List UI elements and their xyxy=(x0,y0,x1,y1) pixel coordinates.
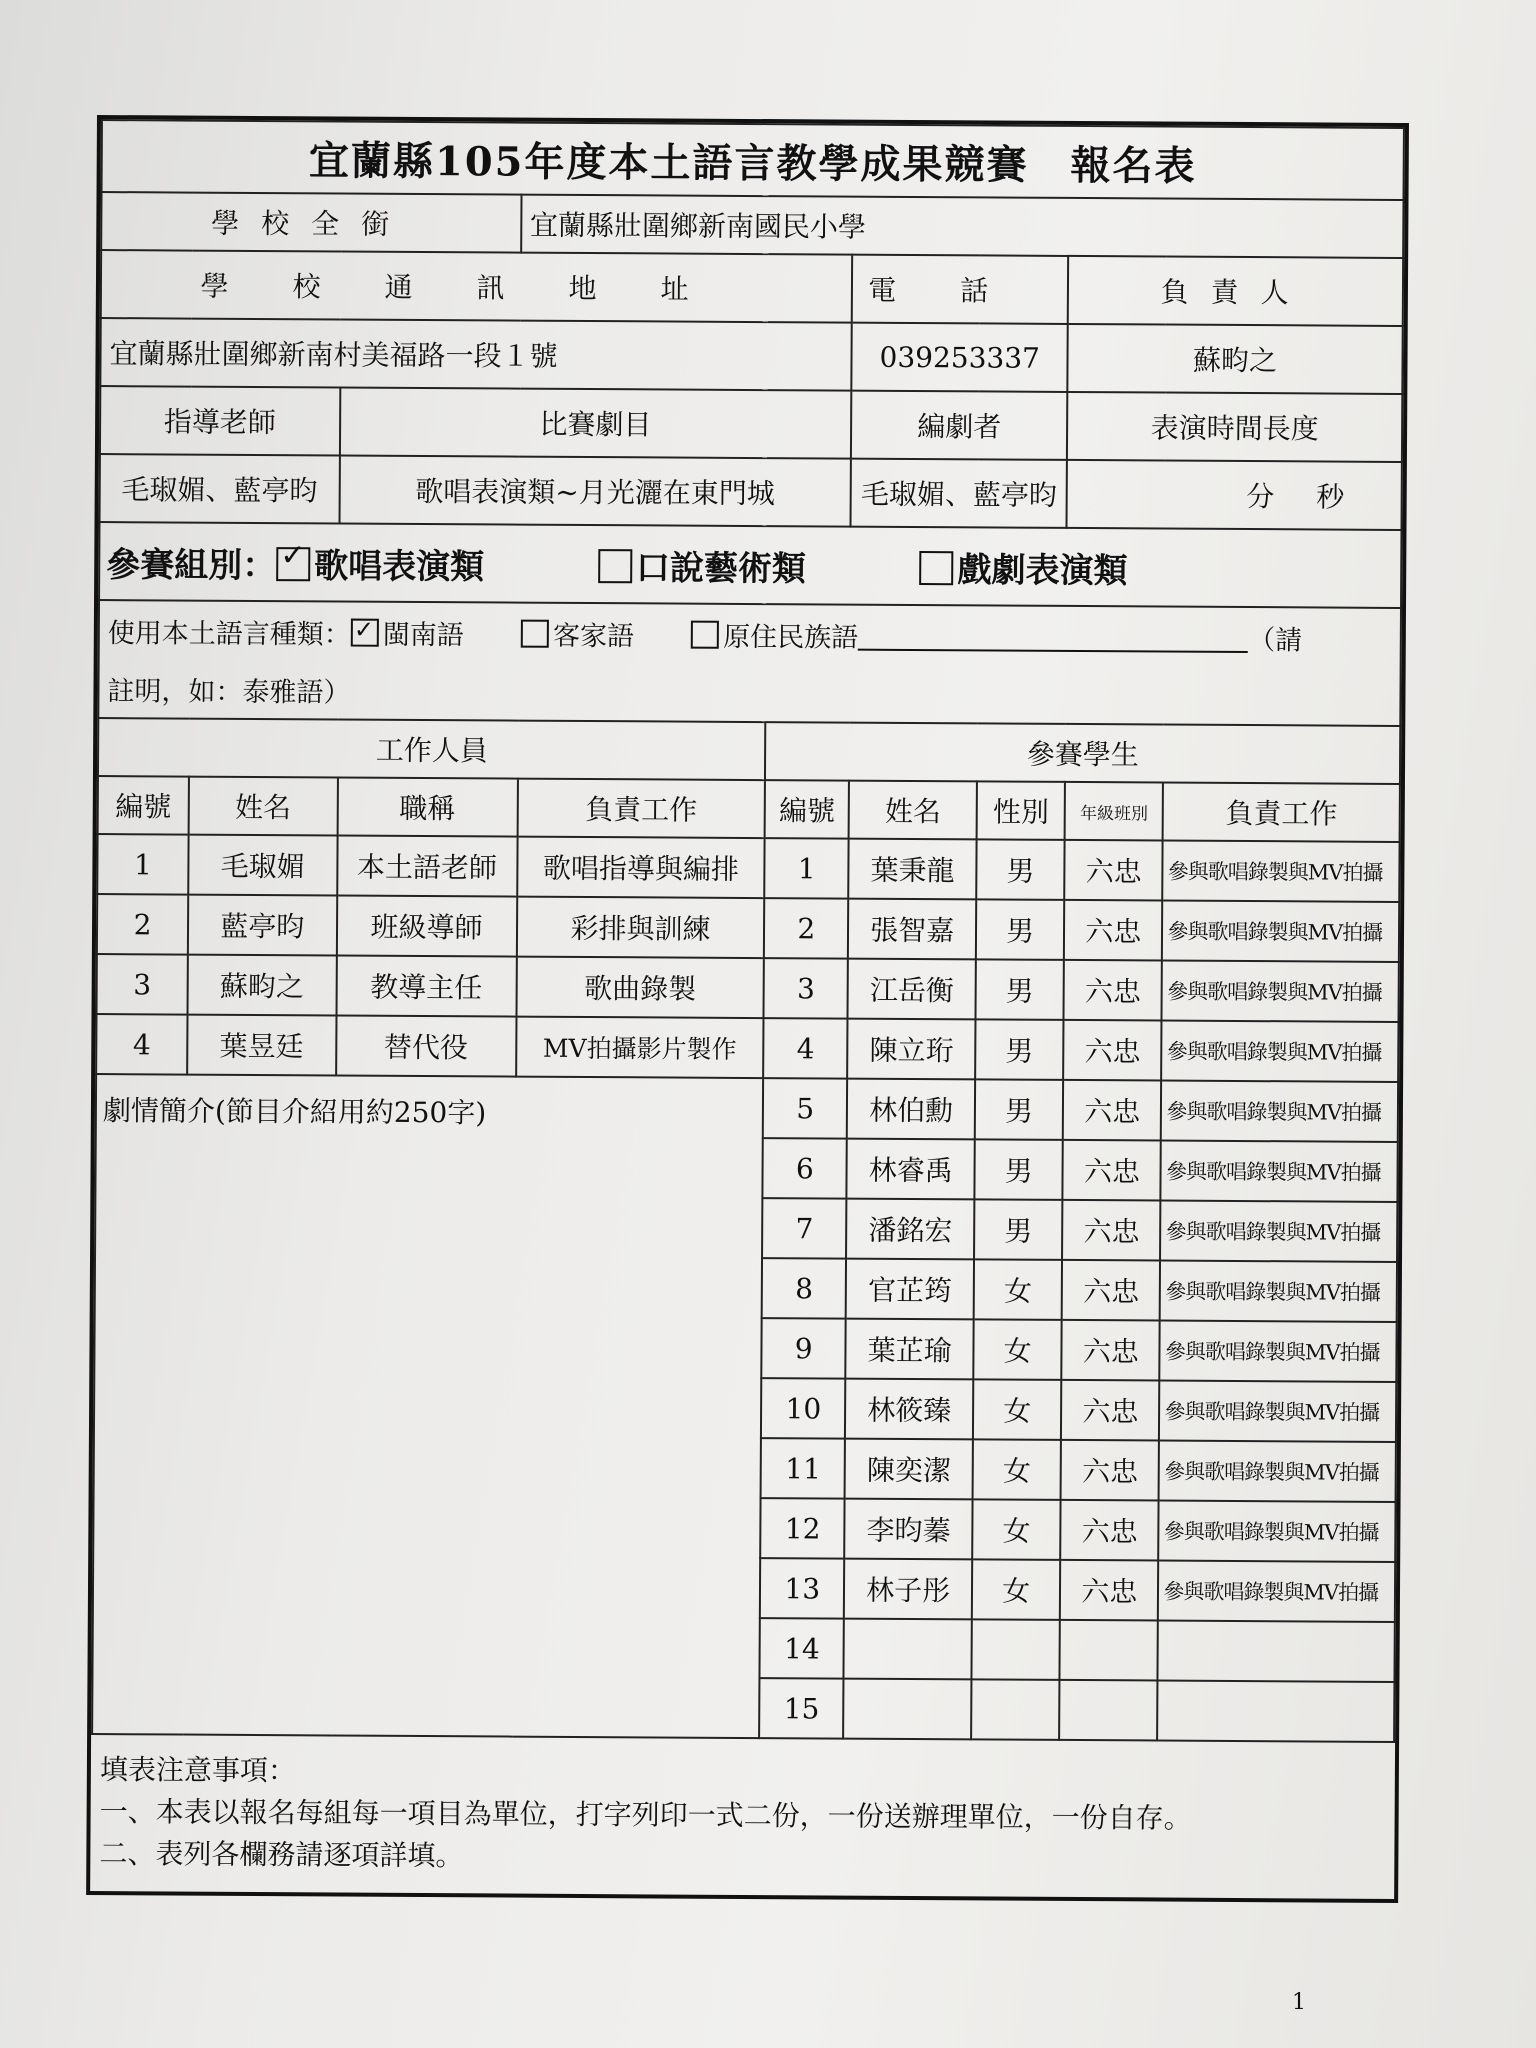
form-table xyxy=(90,119,1405,1897)
staff-duty: 歌唱指導與編排 xyxy=(517,837,765,899)
school-name: 宜蘭縣壯圍鄉新南國民小學 xyxy=(521,195,1404,258)
student-duty: 參與歌唱錄製與MV拍攝 xyxy=(1162,901,1399,962)
student-no: 7 xyxy=(762,1198,846,1259)
indigenous-language-input[interactable] xyxy=(858,622,1248,652)
student-name: 林伯勳 xyxy=(847,1079,975,1140)
student-gender: 男 xyxy=(975,1139,1063,1200)
student-name: 葉芷瑜 xyxy=(846,1319,974,1380)
person-value: 蘇畇之 xyxy=(1068,324,1403,394)
staff-name: 蘇畇之 xyxy=(188,955,337,1016)
student-name: 林睿禹 xyxy=(847,1139,975,1200)
writer-label: 編劇者 xyxy=(851,391,1067,460)
checkbox-indigenous[interactable] xyxy=(691,620,719,648)
student-no: 9 xyxy=(762,1318,846,1379)
group-selection xyxy=(99,522,1401,608)
student-name: 陳立珩 xyxy=(847,1019,975,1080)
staff-section-title: 工作人員 xyxy=(98,718,766,780)
minutes-unit: 分 xyxy=(1246,480,1275,514)
student-gender[interactable] xyxy=(972,1619,1060,1680)
student-name: 張智嘉 xyxy=(848,899,976,960)
student-no: 1 xyxy=(765,838,849,899)
checkbox-oral-arts[interactable] xyxy=(598,549,632,583)
student-class: 六忠 xyxy=(1063,1080,1162,1141)
notes-section xyxy=(91,1734,1394,1897)
student-class: 六忠 xyxy=(1061,1440,1160,1501)
page-number: 1 xyxy=(1292,1990,1306,2015)
person-label: 負責人 xyxy=(1068,256,1403,326)
program-title-label: 比賽劇目 xyxy=(339,387,851,458)
time-label: 表演時間長度 xyxy=(1067,392,1402,462)
table-row xyxy=(96,1014,1398,1082)
student-no: 14 xyxy=(760,1618,844,1679)
student-duty: 參與歌唱錄製與MV拍攝 xyxy=(1162,961,1399,1022)
student-header-gender: 性別 xyxy=(977,781,1065,840)
student-duty: 參與歌唱錄製與MV拍攝 xyxy=(1160,1201,1397,1262)
student-class: 六忠 xyxy=(1063,1140,1162,1201)
staff-header-name: 姓名 xyxy=(189,777,338,836)
student-duty: 參與歌唱錄製與MV拍攝 xyxy=(1161,1081,1398,1142)
student-header-no: 編號 xyxy=(765,780,849,839)
group-label: 參賽組別： xyxy=(106,544,277,586)
staff-name: 藍亭昀 xyxy=(188,895,337,956)
student-no: 15 xyxy=(759,1678,843,1739)
registration-form xyxy=(86,115,1409,1903)
student-duty: 參與歌唱錄製與MV拍攝 xyxy=(1162,1021,1399,1082)
checkbox-minnan[interactable] xyxy=(351,615,379,646)
student-name: 官芷筠 xyxy=(846,1259,974,1320)
form-title: 宜蘭縣105年度本土語言教學成果競賽 報名表 xyxy=(102,120,1404,200)
staff-duty: 歌曲錄製 xyxy=(516,957,764,1019)
student-duty: 參與歌唱錄製與MV拍攝 xyxy=(1160,1261,1397,1322)
student-class: 六忠 xyxy=(1062,1260,1161,1321)
student-header-class: 年級班別 xyxy=(1065,782,1164,841)
staff-no: 1 xyxy=(97,834,188,895)
teacher-value: 毛琡媚、藍亭昀 xyxy=(100,454,340,523)
staff-title: 班級導師 xyxy=(336,895,517,956)
student-duty: 參與歌唱錄製與MV拍攝 xyxy=(1158,1561,1395,1622)
phone-value: 039253337 xyxy=(852,323,1068,392)
staff-header-title: 職稱 xyxy=(337,777,517,836)
synopsis-area[interactable] xyxy=(92,1074,763,1738)
group-option-singing: 歌唱表演類 xyxy=(314,545,485,587)
checkbox-singing[interactable] xyxy=(276,537,310,581)
student-gender: 男 xyxy=(975,1079,1063,1140)
language-option-hakka: 客家語 xyxy=(552,620,635,652)
student-no: 5 xyxy=(763,1078,847,1139)
phone-label: 電話 xyxy=(852,255,1068,324)
school-label: 學校全銜 xyxy=(101,192,521,253)
address-label: 學校通訊地址 xyxy=(101,250,853,323)
staff-title: 本土語老師 xyxy=(337,835,518,896)
student-name: 李昀蓁 xyxy=(844,1499,972,1560)
student-class: 六忠 xyxy=(1061,1320,1160,1381)
note-item-2: 二、表列各欄務請逐項詳填。 xyxy=(99,1837,464,1873)
language-option-indigenous: 原住民族語 xyxy=(723,621,859,654)
student-gender: 男 xyxy=(976,959,1064,1020)
student-class[interactable] xyxy=(1060,1620,1159,1681)
student-no: 4 xyxy=(763,1018,847,1079)
student-name: 潘銘宏 xyxy=(846,1199,974,1260)
student-gender: 男 xyxy=(976,839,1064,900)
staff-header-no: 編號 xyxy=(98,776,189,835)
student-duty: 參與歌唱錄製與MV拍攝 xyxy=(1159,1381,1396,1442)
student-no: 3 xyxy=(764,958,848,1019)
language-selection xyxy=(99,600,1401,667)
notes-heading: 填表注意事項： xyxy=(99,1753,297,1788)
student-name: 陳奕潔 xyxy=(845,1439,973,1500)
students-section-title: 參賽學生 xyxy=(765,722,1400,784)
student-gender: 男 xyxy=(974,1199,1062,1260)
program-title-value: 歌唱表演類~月光灑在東門城 xyxy=(339,455,851,526)
staff-no: 2 xyxy=(97,894,188,955)
student-gender: 男 xyxy=(975,1019,1063,1080)
student-no: 6 xyxy=(763,1138,847,1199)
student-class: 六忠 xyxy=(1061,1380,1160,1441)
checkbox-hakka[interactable] xyxy=(521,619,549,647)
table-row xyxy=(96,1074,1398,1142)
language-note-open: （請 xyxy=(1248,624,1303,656)
seconds-unit: 秒 xyxy=(1316,480,1345,514)
table-row xyxy=(97,954,1399,1022)
writer-value: 毛琡媚、藍亭昀 xyxy=(851,459,1067,528)
synopsis-label: 劇情簡介(節目介紹用約250字) xyxy=(102,1094,487,1130)
student-class[interactable] xyxy=(1059,1680,1158,1741)
check-icon: ✓ xyxy=(353,615,375,644)
staff-title: 替代役 xyxy=(336,1015,517,1076)
table-row xyxy=(97,834,1399,902)
group-option-drama: 戲劇表演類 xyxy=(957,549,1128,591)
checkbox-drama[interactable] xyxy=(920,551,954,585)
student-class: 六忠 xyxy=(1063,1020,1162,1081)
student-gender: 女 xyxy=(973,1319,1061,1380)
student-class: 六忠 xyxy=(1064,900,1163,961)
student-class: 六忠 xyxy=(1060,1500,1159,1561)
staff-name: 葉昱廷 xyxy=(187,1015,336,1076)
student-duty[interactable] xyxy=(1158,1681,1395,1742)
student-name[interactable] xyxy=(844,1619,972,1680)
table-row xyxy=(97,894,1399,962)
note-item-1: 一、本表以報名每組每一項目為單位，打字列印一式二份，一份送辦理單位，一份自存。 xyxy=(99,1795,1192,1835)
student-duty: 參與歌唱錄製與MV拍攝 xyxy=(1160,1321,1397,1382)
student-name: 林筱臻 xyxy=(845,1379,973,1440)
student-gender: 女 xyxy=(972,1559,1060,1620)
student-gender: 女 xyxy=(974,1259,1062,1320)
language-label: 使用本土語言種類： xyxy=(107,617,351,651)
student-name[interactable] xyxy=(843,1679,971,1740)
staff-name: 毛琡媚 xyxy=(188,835,337,896)
student-name: 葉秉龍 xyxy=(848,839,976,900)
student-gender: 女 xyxy=(973,1379,1061,1440)
student-duty: 參與歌唱錄製與MV拍攝 xyxy=(1159,1441,1396,1502)
staff-no: 4 xyxy=(96,1014,187,1075)
student-duty: 參與歌唱錄製與MV拍攝 xyxy=(1161,1141,1398,1202)
student-gender: 女 xyxy=(973,1439,1061,1500)
teacher-label: 指導老師 xyxy=(100,386,340,455)
student-gender: 男 xyxy=(976,899,1064,960)
student-duty[interactable] xyxy=(1158,1621,1395,1682)
student-no: 12 xyxy=(761,1498,845,1559)
language-option-minnan: 閩南語 xyxy=(382,619,464,651)
student-header-name: 姓名 xyxy=(849,781,977,840)
time-value xyxy=(1067,460,1402,530)
staff-no: 3 xyxy=(97,954,188,1015)
staff-duty: 彩排與訓練 xyxy=(517,897,765,959)
staff-title: 教導主任 xyxy=(336,955,517,1016)
student-no: 10 xyxy=(761,1378,845,1439)
student-gender[interactable] xyxy=(971,1679,1059,1740)
student-duty: 參與歌唱錄製與MV拍攝 xyxy=(1159,1501,1396,1562)
address-value: 宜蘭縣壯圍鄉新南村美福路一段１號 xyxy=(100,318,852,391)
student-name: 江岳衡 xyxy=(848,959,976,1020)
student-class: 六忠 xyxy=(1062,1200,1161,1261)
check-icon: ✓ xyxy=(280,537,306,573)
student-no: 11 xyxy=(761,1438,845,1499)
student-class: 六忠 xyxy=(1060,1560,1159,1621)
student-gender: 女 xyxy=(972,1499,1060,1560)
staff-header-duty: 負責工作 xyxy=(517,779,765,839)
language-note: 註明，如：泰雅語） xyxy=(98,659,1400,726)
student-name: 林子彤 xyxy=(844,1559,972,1620)
student-no: 8 xyxy=(762,1258,846,1319)
student-no: 2 xyxy=(764,898,848,959)
student-duty: 參與歌唱錄製與MV拍攝 xyxy=(1163,841,1400,902)
group-option-oral-arts: 口說藝術類 xyxy=(635,547,807,589)
student-class: 六忠 xyxy=(1064,960,1163,1021)
student-header-duty: 負責工作 xyxy=(1163,783,1400,842)
student-class: 六忠 xyxy=(1064,840,1163,901)
staff-duty: MV拍攝影片製作 xyxy=(516,1017,764,1079)
student-no: 13 xyxy=(760,1558,844,1619)
